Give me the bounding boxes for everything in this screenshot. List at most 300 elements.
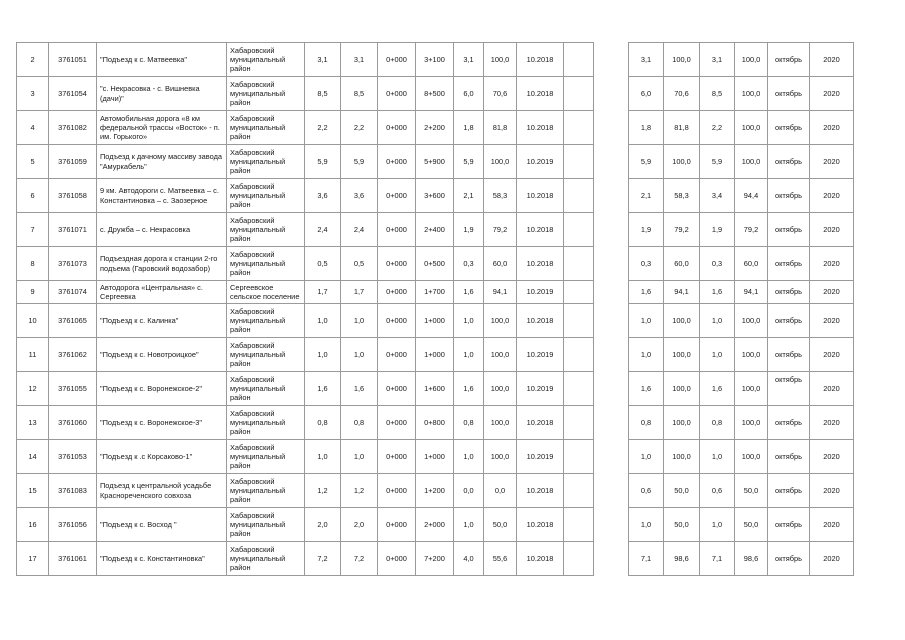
owner-cell: Хабаровский муниципальный район [227,508,305,542]
km-end-cell: 1+000 [416,304,454,338]
road-name-cell: "Подъезд к с. Матвеевка" [97,43,227,77]
year-cell: 2020 [810,281,854,304]
spacer-cell [594,111,629,145]
row-number-cell: 4 [17,111,49,145]
fact-length-2-cell: 1,0 [700,508,735,542]
fact-length-2-cell: 1,9 [700,213,735,247]
total-length-cell: 1,2 [305,474,341,508]
done-date-cell: 10.2019 [517,281,564,304]
owner-cell: Хабаровский муниципальный район [227,43,305,77]
km-end-cell: 7+200 [416,542,454,576]
owner-cell: Хабаровский муниципальный район [227,111,305,145]
table-row [17,508,854,542]
fact-length-cell: 6,0 [629,77,664,111]
fact-length-cell: 1,6 [629,281,664,304]
table-row [17,77,854,111]
km-start-cell: 0+000 [378,474,416,508]
planned-length-cell: 0,5 [341,247,378,281]
done-length-cell: 1,0 [454,508,484,542]
planned-length-cell: 1,2 [341,474,378,508]
year-cell: 2020 [810,440,854,474]
done-percent-cell: 60,0 [484,247,517,281]
spacer-cell [594,77,629,111]
done-percent-cell: 100,0 [484,406,517,440]
road-code-cell: 3761065 [49,304,97,338]
road-name-cell: Автомобильная дорога «8 км федеральной трассы «Восток» - п. им. Горького» [97,111,227,145]
month-cell: октябрь [768,406,810,440]
fact-length-cell: 5,9 [629,145,664,179]
km-start-cell: 0+000 [378,542,416,576]
empty-cell [564,247,594,281]
spacer-cell [594,179,629,213]
road-name-cell: с. Дружба – с. Некрасовка [97,213,227,247]
fact-length-2-cell: 1,0 [700,338,735,372]
done-length-cell: 0,8 [454,406,484,440]
km-end-cell: 1+200 [416,474,454,508]
planned-length-cell: 3,6 [341,179,378,213]
fact-length-2-cell: 0,8 [700,406,735,440]
fact-percent-cell: 100,0 [664,43,700,77]
fact-percent-cell: 100,0 [664,145,700,179]
total-length-cell: 3,6 [305,179,341,213]
year-cell: 2020 [810,304,854,338]
road-code-cell: 3761073 [49,247,97,281]
empty-cell [564,508,594,542]
fact-percent-2-cell: 100,0 [735,43,768,77]
fact-percent-2-cell: 100,0 [735,145,768,179]
done-percent-cell: 100,0 [484,304,517,338]
road-name-cell: Автодорога «Центральная» с. Сергеевка [97,281,227,304]
km-start-cell: 0+000 [378,508,416,542]
year-cell: 2020 [810,542,854,576]
km-end-cell: 0+800 [416,406,454,440]
spacer-cell [594,43,629,77]
done-length-cell: 3,1 [454,43,484,77]
owner-cell: Хабаровский муниципальный район [227,542,305,576]
done-percent-cell: 70,6 [484,77,517,111]
year-cell: 2020 [810,406,854,440]
month-cell: октябрь [768,542,810,576]
done-percent-cell: 94,1 [484,281,517,304]
month-cell: октябрь [768,474,810,508]
road-name-cell: "Подъезд к .с Корсаково-1" [97,440,227,474]
spacer-cell [594,213,629,247]
done-percent-cell: 55,6 [484,542,517,576]
road-code-cell: 3761055 [49,372,97,406]
road-name-cell: "Подъезд к с. Восход " [97,508,227,542]
year-cell: 2020 [810,43,854,77]
km-start-cell: 0+000 [378,179,416,213]
done-percent-cell: 100,0 [484,372,517,406]
km-start-cell: 0+000 [378,281,416,304]
table-row [17,338,854,372]
done-length-cell: 0,3 [454,247,484,281]
fact-percent-cell: 100,0 [664,440,700,474]
table-row [17,213,854,247]
year-cell: 2020 [810,111,854,145]
done-date-cell: 10.2018 [517,111,564,145]
done-length-cell: 6,0 [454,77,484,111]
year-cell: 2020 [810,508,854,542]
km-end-cell: 2+400 [416,213,454,247]
done-percent-cell: 50,0 [484,508,517,542]
fact-length-2-cell: 7,1 [700,542,735,576]
km-start-cell: 0+000 [378,406,416,440]
done-length-cell: 1,9 [454,213,484,247]
road-code-cell: 3761061 [49,542,97,576]
road-code-cell: 3761062 [49,338,97,372]
done-date-cell: 10.2018 [517,304,564,338]
total-length-cell: 2,0 [305,508,341,542]
row-number-cell: 13 [17,406,49,440]
planned-length-cell: 8,5 [341,77,378,111]
table-body [17,43,854,576]
planned-length-cell: 5,9 [341,145,378,179]
table-row [17,406,854,440]
row-number-cell: 11 [17,338,49,372]
fact-percent-cell: 100,0 [664,406,700,440]
fact-length-2-cell: 0,6 [700,474,735,508]
road-code-cell: 3761082 [49,111,97,145]
km-start-cell: 0+000 [378,145,416,179]
month-cell: октябрь [768,440,810,474]
year-cell: 2020 [810,474,854,508]
fact-percent-cell: 94,1 [664,281,700,304]
fact-percent-2-cell: 79,2 [735,213,768,247]
fact-percent-cell: 70,6 [664,77,700,111]
row-number-cell: 10 [17,304,49,338]
year-cell: 2020 [810,213,854,247]
year-cell: 2020 [810,338,854,372]
fact-length-cell: 1,0 [629,508,664,542]
road-code-cell: 3761051 [49,43,97,77]
fact-percent-cell: 50,0 [664,474,700,508]
spacer-cell [594,440,629,474]
spacer-cell [594,247,629,281]
fact-percent-2-cell: 100,0 [735,77,768,111]
fact-percent-cell: 50,0 [664,508,700,542]
spacer-cell [594,304,629,338]
empty-cell [564,440,594,474]
fact-length-2-cell: 1,0 [700,440,735,474]
road-code-cell: 3761059 [49,145,97,179]
owner-cell: Хабаровский муниципальный район [227,372,305,406]
row-number-cell: 16 [17,508,49,542]
done-date-cell: 10.2018 [517,77,564,111]
fact-length-cell: 2,1 [629,179,664,213]
owner-cell: Хабаровский муниципальный район [227,338,305,372]
km-start-cell: 0+000 [378,372,416,406]
owner-cell: Хабаровский муниципальный район [227,304,305,338]
done-length-cell: 2,1 [454,179,484,213]
done-date-cell: 10.2018 [517,179,564,213]
km-end-cell: 1+600 [416,372,454,406]
fact-length-2-cell: 5,9 [700,145,735,179]
road-code-cell: 3761054 [49,77,97,111]
row-number-cell: 9 [17,281,49,304]
month-cell: октябрь [768,281,810,304]
row-number-cell: 14 [17,440,49,474]
fact-length-2-cell: 1,0 [700,304,735,338]
year-cell: 2020 [810,179,854,213]
fact-length-2-cell: 3,1 [700,43,735,77]
row-number-cell: 15 [17,474,49,508]
road-name-cell: Подъезд к центральной усадьбе Краснореченского совхоза [97,474,227,508]
spacer-cell [594,474,629,508]
spacer-cell [594,406,629,440]
done-date-cell: 10.2018 [517,213,564,247]
planned-length-cell: 2,4 [341,213,378,247]
fact-length-cell: 1,0 [629,304,664,338]
road-name-cell: "Подъезд к с. Новотроицкое" [97,338,227,372]
done-percent-cell: 0,0 [484,474,517,508]
total-length-cell: 1,7 [305,281,341,304]
done-date-cell: 10.2018 [517,406,564,440]
total-length-cell: 1,0 [305,338,341,372]
year-cell: 2020 [810,372,854,406]
spacer-cell [594,338,629,372]
km-end-cell: 3+100 [416,43,454,77]
row-number-cell: 17 [17,542,49,576]
fact-percent-2-cell: 100,0 [735,338,768,372]
planned-length-cell: 1,6 [341,372,378,406]
planned-length-cell: 1,0 [341,440,378,474]
fact-length-2-cell: 2,2 [700,111,735,145]
empty-cell [564,338,594,372]
fact-length-cell: 0,6 [629,474,664,508]
done-date-cell: 10.2018 [517,542,564,576]
fact-length-2-cell: 1,6 [700,372,735,406]
done-percent-cell: 79,2 [484,213,517,247]
road-code-cell: 3761071 [49,213,97,247]
total-length-cell: 0,8 [305,406,341,440]
road-code-cell: 3761058 [49,179,97,213]
done-length-cell: 4,0 [454,542,484,576]
done-length-cell: 0,0 [454,474,484,508]
owner-cell: Хабаровский муниципальный район [227,77,305,111]
km-end-cell: 3+600 [416,179,454,213]
km-end-cell: 5+900 [416,145,454,179]
row-number-cell: 3 [17,77,49,111]
year-cell: 2020 [810,145,854,179]
month-cell: октябрь [768,213,810,247]
km-start-cell: 0+000 [378,247,416,281]
month-cell: октябрь [768,508,810,542]
total-length-cell: 2,4 [305,213,341,247]
planned-length-cell: 1,0 [341,304,378,338]
table-row [17,145,854,179]
owner-cell: Хабаровский муниципальный район [227,213,305,247]
km-start-cell: 0+000 [378,111,416,145]
spacer-cell [594,372,629,406]
row-number-cell: 12 [17,372,49,406]
month-cell: октябрь [768,43,810,77]
fact-percent-cell: 60,0 [664,247,700,281]
done-length-cell: 1,0 [454,304,484,338]
fact-length-cell: 1,0 [629,338,664,372]
roads-table [16,42,854,576]
fact-percent-cell: 100,0 [664,338,700,372]
km-start-cell: 0+000 [378,213,416,247]
fact-length-2-cell: 8,5 [700,77,735,111]
month-cell: октябрь [768,247,810,281]
total-length-cell: 1,0 [305,304,341,338]
planned-length-cell: 0,8 [341,406,378,440]
month-cell: октябрь [768,145,810,179]
table-row [17,304,854,338]
owner-cell: Хабаровский муниципальный район [227,145,305,179]
km-start-cell: 0+000 [378,304,416,338]
fact-length-cell: 1,9 [629,213,664,247]
spacer-cell [594,281,629,304]
row-number-cell: 8 [17,247,49,281]
empty-cell [564,281,594,304]
planned-length-cell: 7,2 [341,542,378,576]
spacer-cell [594,145,629,179]
done-date-cell: 10.2019 [517,145,564,179]
empty-cell [564,372,594,406]
fact-length-cell: 3,1 [629,43,664,77]
total-length-cell: 1,0 [305,440,341,474]
done-length-cell: 5,9 [454,145,484,179]
month-cell: октябрь [768,372,810,406]
month-cell: октябрь [768,77,810,111]
planned-length-cell: 3,1 [341,43,378,77]
row-number-cell: 7 [17,213,49,247]
road-name-cell: "с. Некрасовка - с. Вишневка (дачи)" [97,77,227,111]
km-end-cell: 2+000 [416,508,454,542]
table-row [17,474,854,508]
fact-percent-cell: 98,6 [664,542,700,576]
total-length-cell: 5,9 [305,145,341,179]
km-end-cell: 0+500 [416,247,454,281]
done-date-cell: 10.2019 [517,338,564,372]
fact-percent-2-cell: 100,0 [735,372,768,406]
planned-length-cell: 2,0 [341,508,378,542]
total-length-cell: 8,5 [305,77,341,111]
km-end-cell: 1+700 [416,281,454,304]
spacer-cell [594,542,629,576]
km-end-cell: 1+000 [416,338,454,372]
owner-cell: Хабаровский муниципальный район [227,179,305,213]
road-name-cell: Подъезд к дачному массиву завода "Амуркабель" [97,145,227,179]
fact-percent-cell: 81,8 [664,111,700,145]
table-row [17,179,854,213]
total-length-cell: 7,2 [305,542,341,576]
fact-length-2-cell: 3,4 [700,179,735,213]
done-percent-cell: 58,3 [484,179,517,213]
month-cell: октябрь [768,304,810,338]
road-code-cell: 3761053 [49,440,97,474]
month-cell: октябрь [768,111,810,145]
road-name-cell: "Подъезд к с. Калинка" [97,304,227,338]
empty-cell [564,304,594,338]
km-end-cell: 2+200 [416,111,454,145]
owner-cell: Хабаровский муниципальный район [227,406,305,440]
km-start-cell: 0+000 [378,77,416,111]
road-code-cell: 3761060 [49,406,97,440]
spacer-cell [594,508,629,542]
fact-percent-2-cell: 50,0 [735,474,768,508]
table-row [17,372,854,406]
owner-cell: Хабаровский муниципальный район [227,247,305,281]
fact-percent-cell: 100,0 [664,372,700,406]
fact-percent-2-cell: 94,4 [735,179,768,213]
empty-cell [564,43,594,77]
km-start-cell: 0+000 [378,440,416,474]
road-name-cell: "Подъезд к с. Константиновка" [97,542,227,576]
km-start-cell: 0+000 [378,338,416,372]
done-date-cell: 10.2019 [517,440,564,474]
fact-percent-2-cell: 100,0 [735,111,768,145]
done-percent-cell: 100,0 [484,338,517,372]
empty-cell [564,111,594,145]
empty-cell [564,406,594,440]
fact-percent-cell: 79,2 [664,213,700,247]
empty-cell [564,145,594,179]
owner-cell: Сергеевское сельское поселение [227,281,305,304]
road-code-cell: 3761074 [49,281,97,304]
empty-cell [564,213,594,247]
road-name-cell: Подъездная дорога к станции 2-го подъема (Гаровский водозабор) [97,247,227,281]
year-cell: 2020 [810,77,854,111]
fact-percent-2-cell: 100,0 [735,406,768,440]
fact-length-cell: 7,1 [629,542,664,576]
table-row [17,281,854,304]
table-row [17,111,854,145]
road-code-cell: 3761056 [49,508,97,542]
road-code-cell: 3761083 [49,474,97,508]
fact-percent-2-cell: 60,0 [735,247,768,281]
done-date-cell: 10.2018 [517,247,564,281]
done-percent-cell: 100,0 [484,145,517,179]
row-number-cell: 2 [17,43,49,77]
fact-percent-2-cell: 50,0 [735,508,768,542]
fact-percent-2-cell: 98,6 [735,542,768,576]
owner-cell: Хабаровский муниципальный район [227,440,305,474]
road-name-cell: 9 км. Автодороги с. Матвеевка – с. Константиновка – с. Заозерное [97,179,227,213]
done-length-cell: 1,8 [454,111,484,145]
table-row [17,247,854,281]
total-length-cell: 2,2 [305,111,341,145]
month-cell: октябрь [768,179,810,213]
km-end-cell: 1+000 [416,440,454,474]
done-length-cell: 1,6 [454,281,484,304]
empty-cell [564,179,594,213]
row-number-cell: 5 [17,145,49,179]
fact-length-2-cell: 1,6 [700,281,735,304]
empty-cell [564,77,594,111]
done-percent-cell: 100,0 [484,43,517,77]
month-cell: октябрь [768,338,810,372]
table-row [17,43,854,77]
done-date-cell: 10.2018 [517,508,564,542]
fact-length-cell: 1,0 [629,440,664,474]
fact-percent-cell: 100,0 [664,304,700,338]
table-row [17,542,854,576]
year-cell: 2020 [810,247,854,281]
fact-percent-2-cell: 100,0 [735,304,768,338]
empty-cell [564,474,594,508]
fact-percent-2-cell: 94,1 [735,281,768,304]
road-name-cell: "Подъезд к с. Воронежское-2" [97,372,227,406]
empty-cell [564,542,594,576]
done-length-cell: 1,0 [454,338,484,372]
done-length-cell: 1,0 [454,440,484,474]
owner-cell: Хабаровский муниципальный район [227,474,305,508]
road-name-cell: "Подъезд к с. Воронежское-3" [97,406,227,440]
done-percent-cell: 100,0 [484,440,517,474]
